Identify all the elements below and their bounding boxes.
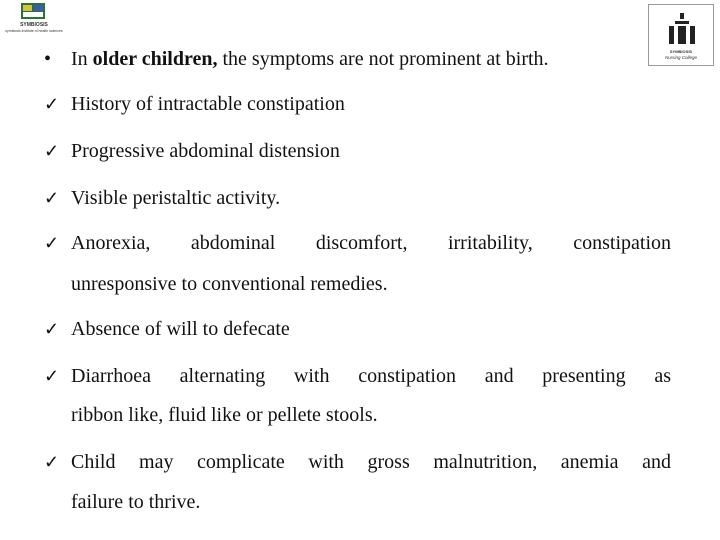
point-absence-will: Absence of will to defecate bbox=[71, 318, 290, 340]
shield-emblem-icon bbox=[20, 2, 46, 20]
logo-left-title: SYMBIOSIS bbox=[20, 22, 48, 28]
point-anorexia-line1: Anorexia, abdominal discomfort, irritability, constipation bbox=[71, 232, 671, 254]
institution-logo-left bbox=[4, 2, 64, 48]
check-mark-icon: ✓ bbox=[44, 141, 60, 161]
point-complication-line1: Child may complicate with gross malnutrition, anemia and bbox=[71, 451, 671, 473]
point-diarrhoea-line1: Diarrhoea alternating with constipation and presenting as bbox=[71, 365, 671, 387]
logo-left-subtitle: symbiosis institute of health sciences bbox=[5, 29, 63, 33]
point-complication-line2: failure to thrive. bbox=[71, 491, 201, 513]
logo-right-subtitle: Nursing College bbox=[664, 55, 698, 60]
logo-right-title: SYMBIOSIS bbox=[669, 49, 693, 54]
point-diarrhoea-line2: ribbon like, fluid like or pellete stools. bbox=[71, 404, 378, 426]
check-mark-icon: ✓ bbox=[44, 452, 60, 472]
intro-bold: older children, bbox=[92, 48, 218, 70]
check-mark-icon: ✓ bbox=[44, 188, 60, 208]
intro-lead: In bbox=[71, 48, 93, 70]
point-peristaltic: Visible peristaltic activity. bbox=[71, 187, 281, 209]
check-mark-icon: ✓ bbox=[44, 233, 60, 253]
bullet-dot-icon: • bbox=[44, 48, 52, 70]
point-anorexia-line2: unresponsive to conventional remedies. bbox=[71, 273, 388, 295]
point-distension: Progressive abdominal distension bbox=[71, 140, 340, 162]
point-history: History of intractable constipation bbox=[71, 93, 345, 115]
check-mark-icon: ✓ bbox=[44, 94, 60, 114]
check-mark-icon: ✓ bbox=[44, 366, 60, 386]
check-mark-icon: ✓ bbox=[44, 319, 60, 339]
intro-rest: the symptoms are not prominent at birth. bbox=[217, 48, 549, 70]
intro-line bbox=[71, 47, 671, 71]
college-emblem-icon bbox=[665, 13, 699, 47]
